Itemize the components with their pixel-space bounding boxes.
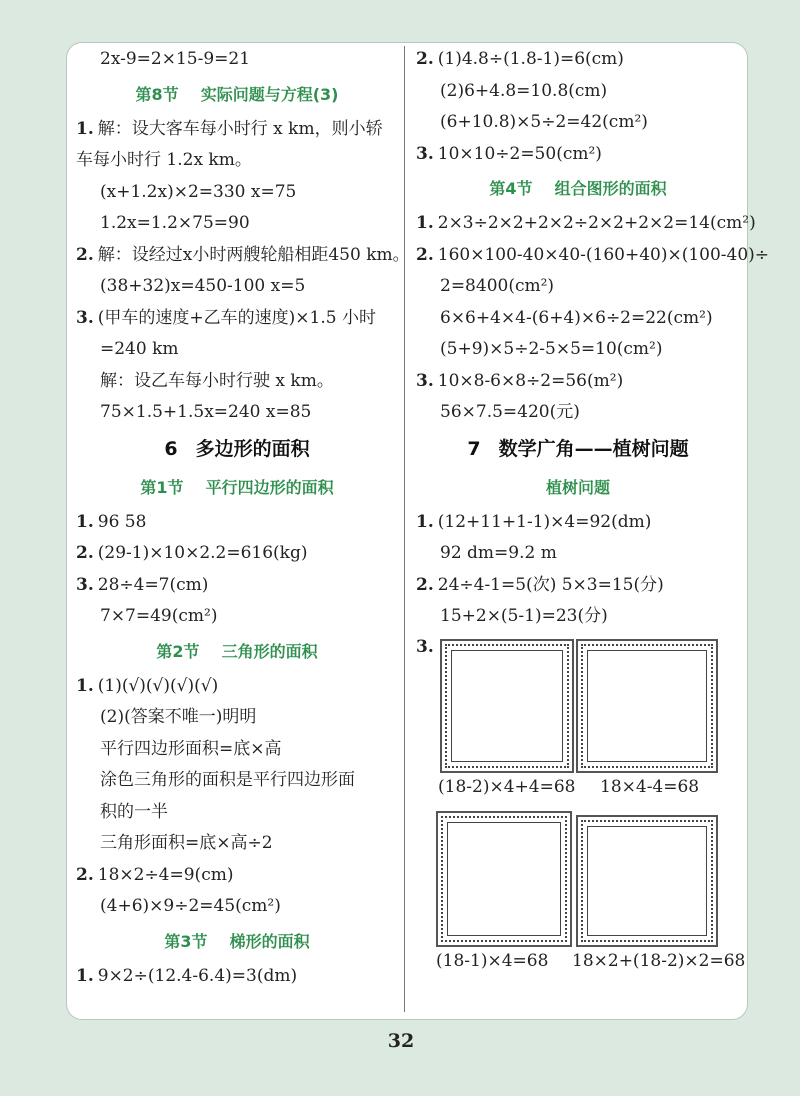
- right-column: [416, 44, 770, 973]
- column-divider: [404, 46, 405, 1012]
- r-q3: 3. 10×10÷2=50(cm²): [416, 143, 602, 164]
- t-q1-line2: 92 dm=9.2 m: [440, 543, 557, 563]
- s4-q2-line4: (5+9)×5÷2-5×5=10(cm²): [440, 339, 663, 359]
- chapter-6-heading: 6 多边形的面积: [164, 437, 310, 460]
- tree-square-a: [440, 639, 574, 773]
- s2-q1: 1. (1)(√)(√)(√)(√): [76, 675, 219, 696]
- r-q2-line2: (2)6+4.8=10.8(cm): [440, 80, 608, 101]
- q8-1-line3: (x+1.2x)×2=330 x=75: [100, 181, 297, 202]
- s4-q3: 3. 10×8-6×8÷2=56(m²): [416, 370, 624, 391]
- caption-d: 18×2+(18-2)×2=68: [572, 950, 746, 971]
- caption-c: (18-1)×4=68: [436, 950, 549, 971]
- s2-q2: 2. 18×2÷4=9(cm): [76, 864, 234, 885]
- r-q2-line3: (6+10.8)×5÷2=42(cm²): [440, 112, 648, 132]
- top-line: 2x-9=2×15-9=21: [100, 49, 251, 69]
- s2-q1-line6: 三角形面积=底×高÷2: [100, 833, 273, 853]
- s2-q1-line2: (2)(答案不唯一)明明: [100, 707, 257, 727]
- s1-q1: 1. 96 58: [76, 511, 147, 532]
- tree-square-b: [576, 639, 718, 773]
- tree-figures: [416, 633, 746, 973]
- section-8-heading: 第8节 实际问题与方程(3): [135, 84, 339, 104]
- q8-3-line2: =240 km: [100, 339, 179, 359]
- s1-q3-line2: 7×7=49(cm²): [100, 606, 218, 626]
- caption-a: (18-2)×4+4=68: [438, 776, 576, 797]
- t-q2: 2. 24÷4-1=5(次) 5×3=15(分): [416, 574, 664, 595]
- s2-q1-line4: 涂色三角形的面积是平行四边形面: [100, 770, 355, 790]
- q8-2-line2: (38+32)x=450-100 x=5: [100, 276, 306, 296]
- s4-q2: 2. 160×100-40×40-(160+40)×(100-40)÷: [416, 244, 770, 265]
- s4-q2-line3: 6×6+4×4-(6+4)×6÷2=22(cm²): [440, 307, 713, 328]
- s2-q1-line5: 积的一半: [100, 801, 168, 822]
- q8-1-line2: 车每小时行 1.2x km。: [76, 150, 252, 170]
- s1-q2: 2. (29-1)×10×2.2=616(kg): [76, 543, 308, 563]
- q8-2: 2. 解：设经过x小时两艘轮船相距450 km。: [76, 244, 410, 265]
- tree-section-heading: 植树问题: [545, 477, 610, 497]
- t-q3-number: 3.: [416, 636, 434, 657]
- q8-3-line3: 解：设乙车每小时行驶 x km。: [100, 370, 334, 391]
- section-2-heading: 第2节 三角形的面积: [156, 641, 318, 661]
- caption-b: 18×4-4=68: [600, 776, 700, 797]
- left-column: [76, 44, 410, 992]
- s4-q2-line2: 2=8400(cm²): [440, 276, 555, 296]
- s4-q1: 1. 2×3÷2×2+2×2÷2×2+2×2=14(cm²): [416, 213, 756, 233]
- s1-q3: 3. 28÷4=7(cm): [76, 574, 209, 595]
- q8-1-line4: 1.2x=1.2×75=90: [100, 213, 250, 233]
- section-3-heading: 第3节 梯形的面积: [164, 931, 310, 951]
- s3-q1: 1. 9×2÷(12.4-6.4)=3(dm): [76, 965, 298, 986]
- t-q1: 1. (12+11+1-1)×4=92(dm): [416, 511, 652, 532]
- chapter-7-heading: 7 数学广角——植树问题: [467, 437, 689, 460]
- section-4-heading: 第4节 组合图形的面积: [489, 179, 667, 198]
- q8-3: 3. (甲车的速度+乙车的速度)×1.5 小时: [76, 307, 376, 328]
- s4-q3-line2: 56×7.5=420(元): [440, 402, 580, 422]
- section-1-heading: 第1节 平行四边形的面积: [140, 477, 334, 497]
- q8-1: 1. 解：设大客车每小时行 x km，则小轿: [76, 118, 383, 139]
- tree-square-d: [576, 815, 718, 947]
- t-q2-line2: 15+2×(5-1)=23(分): [440, 606, 608, 626]
- r-q2: 2. (1)4.8÷(1.8-1)=6(cm): [416, 49, 624, 69]
- q8-3-line4: 75×1.5+1.5x=240 x=85: [100, 402, 312, 422]
- page-number: 32: [387, 1030, 415, 1052]
- s2-q2-line2: (4+6)×9÷2=45(cm²): [100, 896, 281, 916]
- s2-q1-line3: 平行四边形面积=底×高: [100, 738, 282, 759]
- tree-square-c: [436, 811, 572, 947]
